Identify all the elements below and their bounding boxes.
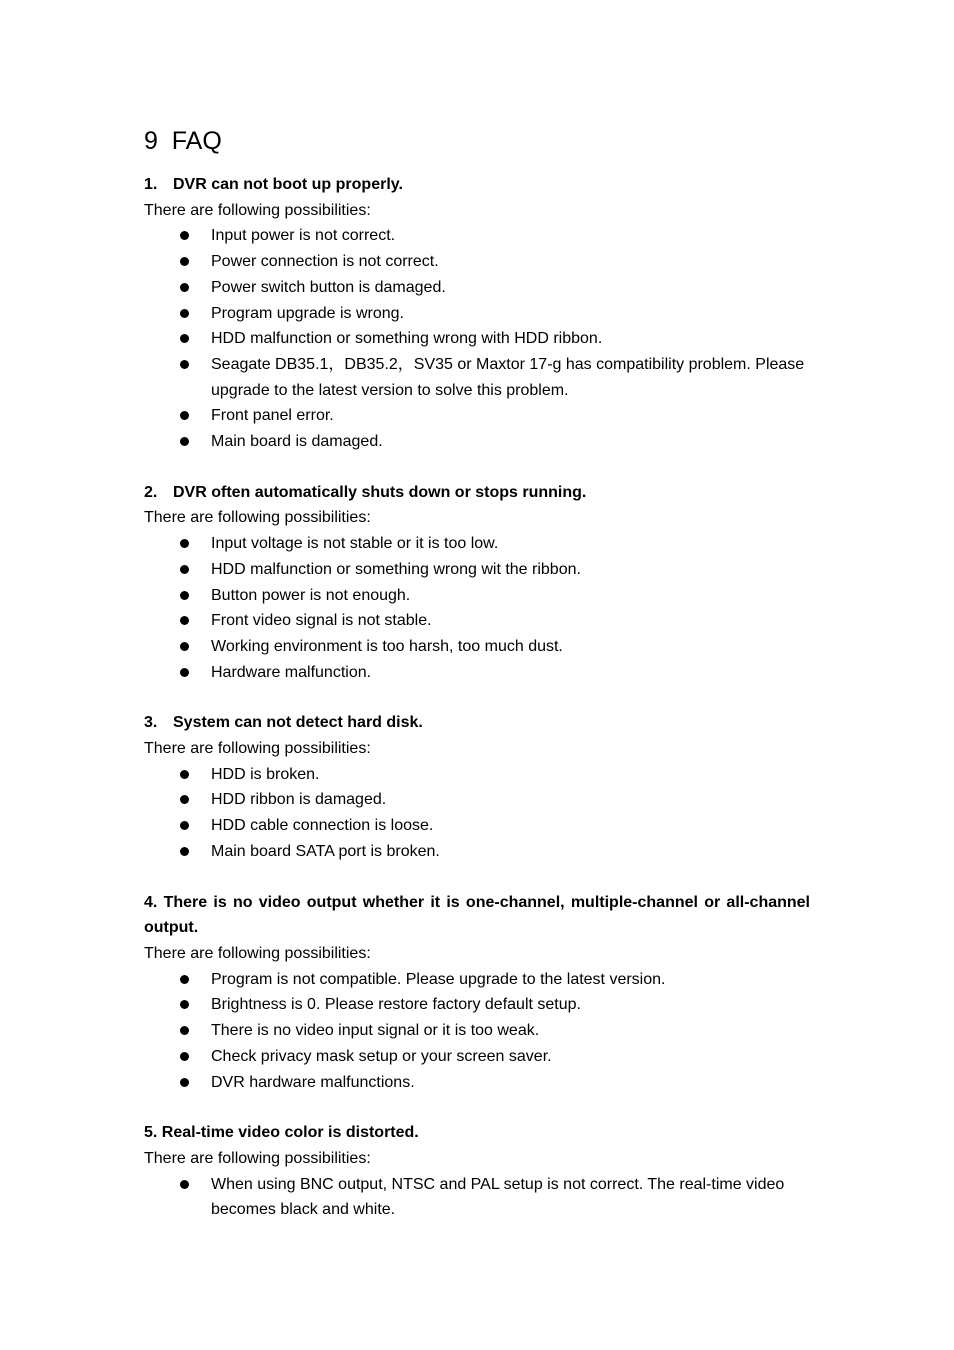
faq-section-1	[144, 172, 810, 455]
question-heading: 5. Real-time video color is distorted.	[144, 1124, 419, 1142]
bullet-icon	[180, 668, 189, 677]
list-item-text: Input voltage is not stable or it is too low.	[211, 535, 499, 553]
list-item	[144, 1070, 810, 1096]
bullet-icon	[180, 360, 189, 369]
bullet-icon	[180, 642, 189, 651]
faq-section-3	[144, 710, 810, 864]
question-text: DVR often automatically shuts down or stops running.	[173, 483, 587, 501]
bullet-icon	[180, 1078, 189, 1087]
bullet-icon	[180, 283, 189, 292]
question-heading	[144, 172, 810, 198]
question-number: 3.	[144, 714, 158, 732]
list-item	[144, 301, 810, 327]
bullet-icon	[180, 1026, 189, 1035]
list-item	[144, 531, 810, 557]
list-item	[144, 557, 810, 583]
list-item-text: HDD ribbon is damaged.	[211, 791, 387, 809]
bullet-icon	[180, 616, 189, 625]
list-item-text: HDD cable connection is loose.	[211, 817, 434, 835]
bullet-icon	[180, 770, 189, 779]
list-item	[144, 608, 810, 634]
list-item-text: Input power is not correct.	[211, 227, 396, 245]
list-item-text: When using BNC output, NTSC and PAL setup is not correct. The real-time video becomes black and white.	[211, 1175, 785, 1219]
list-item	[144, 660, 810, 686]
list-item	[144, 429, 810, 455]
list-item	[144, 992, 810, 1018]
list-item-text: There is no video input signal or it is too weak.	[211, 1022, 540, 1040]
list-item	[144, 1018, 810, 1044]
bullet-icon	[180, 975, 189, 984]
bullet-icon	[180, 821, 189, 830]
bullet-icon	[180, 1052, 189, 1061]
bullet-icon	[180, 334, 189, 343]
bullet-icon	[180, 437, 189, 446]
list-item	[144, 275, 810, 301]
bullet-icon	[180, 795, 189, 804]
list-item-text: Front video signal is not stable.	[211, 612, 432, 630]
document-page	[144, 124, 810, 1248]
list-item-text: HDD malfunction or something wrong wit the ribbon.	[211, 560, 581, 578]
list-item	[144, 1044, 810, 1070]
list-item-text: Main board SATA port is broken.	[211, 842, 440, 860]
list-item	[144, 839, 810, 865]
bullet-icon	[180, 257, 189, 266]
bullet-icon	[180, 1000, 189, 1009]
possibilities-intro: There are following possibilities:	[144, 944, 371, 962]
bullet-icon	[180, 565, 189, 574]
list-item-text: Power connection is not correct.	[211, 253, 439, 271]
list-item	[144, 634, 810, 660]
bullet-icon	[180, 847, 189, 856]
bullet-icon	[180, 309, 189, 318]
possibilities-intro: There are following possibilities:	[144, 201, 371, 219]
possibilities-list	[144, 531, 810, 685]
list-item	[144, 403, 810, 429]
faq-section-2	[144, 480, 810, 686]
list-item	[144, 813, 810, 839]
bullet-icon	[180, 231, 189, 240]
bullet-icon	[180, 411, 189, 420]
question-text: System can not detect hard disk.	[173, 714, 423, 732]
list-item-text: Program is not compatible. Please upgrade to the latest version.	[211, 970, 666, 988]
list-item	[144, 967, 810, 993]
list-item-text: Program upgrade is wrong.	[211, 304, 404, 322]
possibilities-intro: There are following possibilities:	[144, 740, 371, 758]
possibilities-intro: There are following possibilities:	[144, 1149, 371, 1167]
bullet-icon	[180, 539, 189, 548]
list-item	[144, 326, 810, 352]
list-item	[144, 1172, 810, 1223]
chapter-title: 9 FAQ	[144, 127, 222, 155]
list-item	[144, 223, 810, 249]
bullet-icon	[180, 591, 189, 600]
list-item-text: Main board is damaged.	[211, 433, 383, 451]
question-heading: 4. There is no video output whether it is one-channel, multiple-channel or all-channel output.	[144, 893, 810, 937]
faq-section-4	[144, 890, 810, 1096]
list-item	[144, 787, 810, 813]
possibilities-list	[144, 223, 810, 454]
list-item	[144, 352, 810, 403]
possibilities-intro: There are following possibilities:	[144, 509, 371, 527]
question-heading	[144, 710, 810, 736]
list-item-text: Front panel error.	[211, 407, 334, 425]
question-number: 1.	[144, 176, 158, 193]
list-item	[144, 583, 810, 609]
list-item-text: Button power is not enough.	[211, 586, 411, 604]
bullet-icon	[180, 1180, 189, 1189]
list-item-text: HDD malfunction or something wrong with HDD ribbon.	[211, 330, 603, 348]
list-item-text: Hardware malfunction.	[211, 663, 372, 681]
list-item-text: Seagate DB35.1，DB35.2，SV35 or Maxtor 17-g has compatibility problem. Please upgrade to the latest version to solve this problem.	[211, 355, 805, 399]
question-number: 2.	[144, 483, 158, 501]
possibilities-list	[144, 1172, 810, 1223]
faq-section-5	[144, 1120, 810, 1223]
list-item-text: Working environment is too harsh, too much dust.	[211, 637, 563, 655]
list-item-text: Brightness is 0. Please restore factory default setup.	[211, 996, 581, 1014]
list-item-text: HDD is broken.	[211, 765, 320, 783]
list-item	[144, 249, 810, 275]
possibilities-list	[144, 762, 810, 865]
question-text: DVR can not boot up properly.	[173, 176, 403, 193]
list-item-text: Check privacy mask setup or your screen saver.	[211, 1047, 552, 1065]
list-item-text: Power switch button is damaged.	[211, 278, 446, 296]
possibilities-list	[144, 967, 810, 1096]
list-item-text: DVR hardware malfunctions.	[211, 1073, 415, 1091]
question-heading	[144, 480, 810, 506]
list-item	[144, 762, 810, 788]
